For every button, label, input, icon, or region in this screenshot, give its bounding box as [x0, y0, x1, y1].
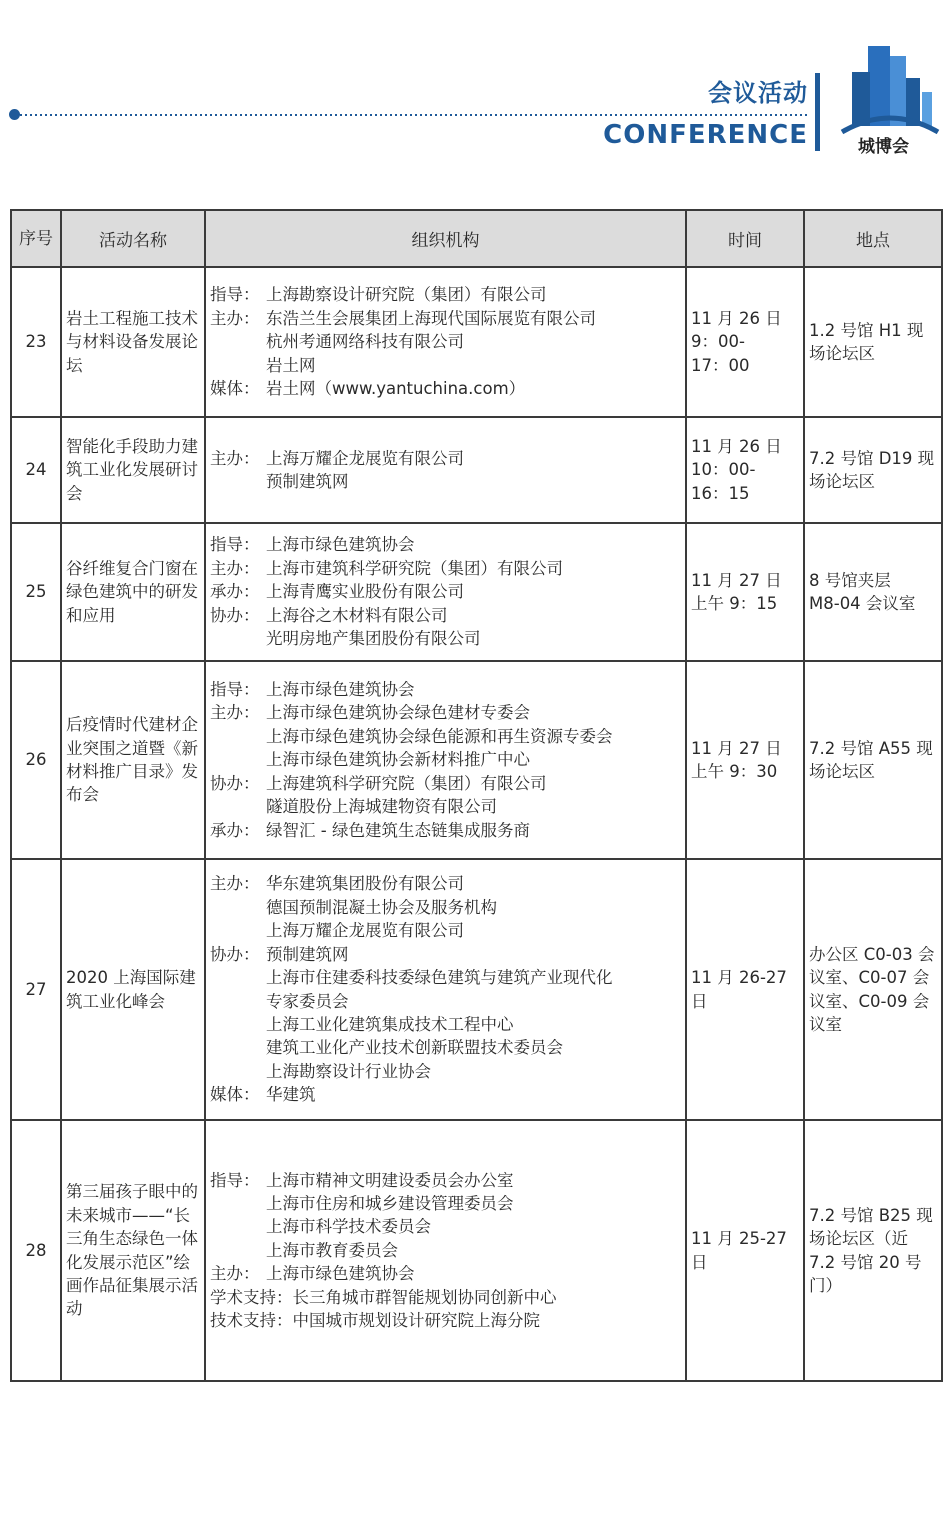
organizer-name: 上海市建筑科学研究院（集团）有限公司 — [266, 558, 563, 578]
organizer-role: 协办： — [210, 944, 260, 964]
organizer-line — [210, 1286, 681, 1309]
organizer-line — [210, 701, 681, 724]
table-row — [11, 661, 942, 859]
organizer-line — [210, 795, 681, 818]
organizer-name: 上海市住建委科技委绿色建筑与建筑产业现代化 — [266, 968, 613, 988]
organizer-name: 上海建筑科学研究院（集团）有限公司 — [266, 773, 547, 793]
organizer-line — [210, 307, 681, 330]
row-time: 11 月 27 日 上午 9：15 — [686, 523, 804, 661]
organizer-line — [210, 354, 681, 377]
divider-dot — [9, 109, 20, 120]
organizer-line — [210, 678, 681, 701]
organizer-line — [210, 377, 681, 400]
dotted-divider — [10, 113, 810, 117]
organizer-role: 媒体： — [210, 379, 260, 399]
organizer-name: 光明房地产集团股份有限公司 — [266, 629, 481, 649]
row-event-name: 第三届孩子眼中的未来城市——“长三角生态绿色一体化发展示范区”绘画作品征集展示活动 — [61, 1120, 205, 1381]
logo-text: 城博会 — [858, 137, 909, 157]
organizer-role: 主办： — [210, 1264, 260, 1284]
organizer-name: 上海万耀企龙展览有限公司 — [266, 448, 464, 468]
organizer-name: 预制建筑网 — [266, 944, 349, 964]
organizer-name: 长三角城市群智能规划协同创新中心 — [292, 1287, 557, 1307]
organizer-name: 岩土网 — [266, 355, 316, 375]
row-location: 1.2 号馆 H1 现场论坛区 — [804, 267, 942, 417]
row-location: 8 号馆夹层 M8-04 会议室 — [804, 523, 942, 661]
section-title-cn: 会议活动 — [708, 79, 808, 107]
organizer-line — [210, 1239, 681, 1262]
row-seq: 24 — [11, 417, 61, 523]
organizer-role — [210, 330, 266, 353]
organizer-role: 学术支持： — [210, 1287, 293, 1307]
organizer-name: 上海市绿色建筑协会绿色能源和再生资源专委会 — [266, 726, 613, 746]
organizer-role: 主办： — [210, 874, 260, 894]
organizer-line — [210, 627, 681, 650]
organizer-role — [210, 725, 266, 748]
organizer-name: 上海市绿色建筑协会绿色建材专委会 — [266, 703, 530, 723]
organizer-name: 上海市精神文明建设委员会办公室 — [266, 1170, 514, 1190]
organizer-line — [210, 919, 681, 942]
organizer-role: 指导： — [210, 680, 260, 700]
row-location: 7.2 号馆 B25 现场论坛区（近 7.2 号馆 20 号门） — [804, 1120, 942, 1381]
organizer-role — [210, 354, 266, 377]
organizer-name: 建筑工业化产业技术创新联盟技术委员会 — [266, 1038, 563, 1058]
row-organizers — [205, 661, 686, 859]
organizer-role — [210, 1215, 266, 1238]
header-accent-bar — [815, 73, 820, 151]
col-header-seq: 序号 — [11, 210, 61, 267]
organizer-name: 上海市住房和城乡建设管理委员会 — [266, 1193, 514, 1213]
col-header-name: 活动名称 — [61, 210, 205, 267]
organizer-line — [210, 1169, 681, 1192]
organizer-line — [210, 896, 681, 919]
organizer-line — [210, 772, 681, 795]
organizer-line — [210, 1083, 681, 1106]
organizer-role — [210, 966, 266, 989]
row-location: 办公区 C0-03 会议室、C0-07 会议室、C0-09 会议室 — [804, 859, 942, 1120]
organizer-role: 协办： — [210, 773, 260, 793]
organizer-line — [210, 1215, 681, 1238]
row-event-name: 后疫情时代建材企业突围之道暨《新材料推广目录》发布会 — [61, 661, 205, 859]
organizer-line — [210, 557, 681, 580]
row-organizers — [205, 1120, 686, 1381]
organizer-role — [210, 748, 266, 771]
organizer-role: 指导： — [210, 535, 260, 555]
row-event-name: 岩土工程施工技术与材料设备发展论坛 — [61, 267, 205, 417]
organizer-line — [210, 1036, 681, 1059]
organizer-role: 技术支持： — [210, 1311, 293, 1331]
row-time: 11 月 27 日 上午 9：30 — [686, 661, 804, 859]
organizer-name: 预制建筑网 — [266, 472, 349, 491]
organizer-role: 承办： — [210, 582, 260, 602]
organizer-role — [210, 795, 266, 818]
table-header-row — [11, 210, 942, 267]
table-row — [11, 859, 942, 1120]
organizer-line — [210, 966, 681, 989]
organizer-name: 上海市绿色建筑协会新材料推广中心 — [266, 750, 530, 770]
organizer-line — [210, 470, 681, 493]
row-time: 11 月 26 日 9：00- 17：00 — [686, 267, 804, 417]
organizer-name: 杭州考通网络科技有限公司 — [266, 332, 464, 352]
organizer-role — [210, 470, 266, 493]
organizer-name: 岩土网（www.yantuchina.com） — [266, 379, 526, 399]
row-organizers — [205, 859, 686, 1120]
organizer-name: 上海勘察设计行业协会 — [266, 1061, 431, 1081]
table-row — [11, 523, 942, 661]
section-title-en: CONFERENCE — [603, 120, 808, 150]
row-organizers — [205, 417, 686, 523]
organizer-name: 上海市教育委员会 — [266, 1240, 398, 1260]
organizer-name: 隧道股份上海城建物资有限公司 — [266, 797, 497, 817]
organizer-name: 上海市科学技术委员会 — [266, 1217, 431, 1237]
row-event-name: 谷纤维复合门窗在绿色建筑中的研发和应用 — [61, 523, 205, 661]
organizer-name: 华建筑 — [266, 1085, 316, 1105]
organizer-line — [210, 447, 681, 470]
organizer-line — [210, 748, 681, 771]
organizer-role: 指导： — [210, 285, 260, 305]
conference-table — [10, 209, 943, 1382]
row-seq: 23 — [11, 267, 61, 417]
table-row — [11, 1120, 942, 1381]
table-row — [11, 267, 942, 417]
row-time: 11 月 26 日 10：00- 16：15 — [686, 417, 804, 523]
organizer-role — [210, 1036, 266, 1059]
organizer-role: 协办： — [210, 605, 260, 625]
organizer-line — [210, 1192, 681, 1215]
organizer-line — [210, 1060, 681, 1083]
col-header-location: 地点 — [804, 210, 942, 267]
row-time: 11 月 26-27 日 — [686, 859, 804, 1120]
row-organizers — [205, 523, 686, 661]
organizer-name: 华东建筑集团股份有限公司 — [266, 874, 464, 894]
organizer-role — [210, 1013, 266, 1036]
organizer-line — [210, 533, 681, 556]
organizer-name: 上海市绿色建筑协会 — [266, 535, 415, 555]
col-header-time: 时间 — [686, 210, 804, 267]
organizer-line — [210, 990, 681, 1013]
organizer-role — [210, 1239, 266, 1262]
organizer-name: 专家委员会 — [266, 991, 349, 1011]
organizer-role: 指导： — [210, 1170, 260, 1190]
organizer-role — [210, 1060, 266, 1083]
organizer-role: 主办： — [210, 448, 260, 468]
organizer-line — [210, 725, 681, 748]
organizer-name: 上海市绿色建筑协会 — [266, 680, 415, 700]
organizer-line — [210, 330, 681, 353]
organizer-name: 上海万耀企龙展览有限公司 — [266, 921, 464, 941]
organizer-name: 中国城市规划设计研究院上海分院 — [292, 1311, 540, 1331]
organizer-role — [210, 990, 266, 1013]
organizer-line — [210, 819, 681, 842]
row-location: 7.2 号馆 A55 现场论坛区 — [804, 661, 942, 859]
organizer-line — [210, 580, 681, 603]
organizer-role — [210, 1192, 266, 1215]
row-seq: 25 — [11, 523, 61, 661]
organizer-line — [210, 283, 681, 306]
organizer-role: 承办： — [210, 820, 260, 840]
organizer-line — [210, 1262, 681, 1285]
organizer-name: 上海勘察设计研究院（集团）有限公司 — [266, 285, 547, 305]
organizer-name: 东浩兰生会展集团上海现代国际展览有限公司 — [266, 308, 596, 328]
organizer-role — [210, 627, 266, 650]
row-organizers — [205, 267, 686, 417]
row-seq: 27 — [11, 859, 61, 1120]
organizer-role — [210, 919, 266, 942]
row-seq: 26 — [11, 661, 61, 859]
row-location: 7.2 号馆 D19 现场论坛区 — [804, 417, 942, 523]
organizer-line — [210, 1013, 681, 1036]
row-event-name: 2020 上海国际建筑工业化峰会 — [61, 859, 205, 1120]
row-event-name: 智能化手段助力建筑工业化发展研讨会 — [61, 417, 205, 523]
col-header-org: 组织机构 — [205, 210, 686, 267]
organizer-role: 主办： — [210, 308, 260, 328]
table-row — [11, 417, 942, 523]
organizer-name: 德国预制混凝土协会及服务机构 — [266, 897, 497, 917]
organizer-role: 主办： — [210, 703, 260, 723]
organizer-name: 绿智汇 - 绿色建筑生态链集成服务商 — [266, 820, 530, 840]
row-seq: 28 — [11, 1120, 61, 1381]
organizer-role: 媒体： — [210, 1085, 260, 1105]
organizer-line — [210, 1309, 681, 1332]
organizer-line — [210, 943, 681, 966]
organizer-name: 上海工业化建筑集成技术工程中心 — [266, 1014, 514, 1034]
row-time: 11 月 25-27 日 — [686, 1120, 804, 1381]
organizer-line — [210, 872, 681, 895]
organizer-name: 上海市绿色建筑协会 — [266, 1264, 415, 1284]
organizer-name: 上海谷之木材料有限公司 — [266, 605, 448, 625]
organizer-role: 主办： — [210, 558, 260, 578]
organizer-name: 上海青鹰实业股份有限公司 — [266, 582, 464, 602]
organizer-role — [210, 896, 266, 919]
organizer-line — [210, 604, 681, 627]
